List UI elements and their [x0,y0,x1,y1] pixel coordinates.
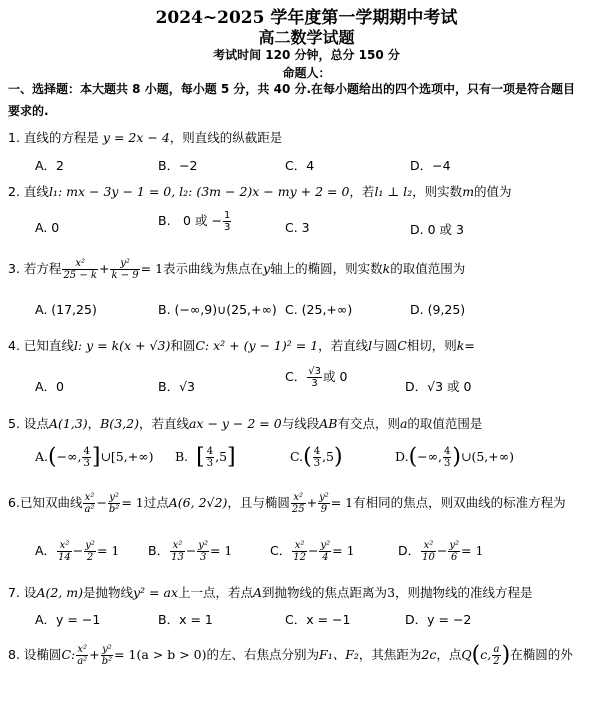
q3-post: 表示曲线为焦点在 [163,261,264,276]
q2-option-b-pre: B. 0 或 − [158,213,222,228]
q6-optb-n2: y² [198,540,208,551]
q5-optd-left: −∞, [417,449,443,464]
q5-opta-fraction [82,446,90,469]
q5-post: 与线段 [281,416,320,431]
section1-line1: 一、选择题：本大题共 8 小题，每小题 5 分，共 40 分.在每小题给出的四个选项中，只有一项是符合题目 [8,82,576,96]
q6-eq2-rest: = 1 [330,495,354,510]
q1-number: 1. [8,130,20,145]
q6-e2-num: y² [319,492,329,503]
q5-optb-lbracket: [ [196,444,205,470]
q4-l: l [368,338,373,353]
q5-optb-rbracket: ] [227,444,236,470]
q1-option-b[interactable]: B．−2 [158,158,198,173]
q8-q-num: a [493,644,500,655]
q5-post2: 有交点，则 [337,416,400,431]
q3-option-d[interactable]: D. (9,25) [410,302,466,317]
q6-option-d[interactable] [398,540,483,563]
q3-pre: 若方程 [23,261,62,276]
q5-optd-den: 3 [444,458,451,469]
q7-post: 上一点，若点 [178,585,254,600]
q6-point: A(6, 2√2) [168,495,228,510]
q6-minus: − [96,495,107,510]
q3-stem [8,258,465,281]
q2-option-c[interactable]: C. 3 [285,220,310,235]
q4-line-eq: l: y = k(x + √3) [73,338,171,353]
q5-opta-num: 4 [83,446,90,457]
q5-optc-fraction [313,446,321,469]
author-line: 命题人： [282,66,331,80]
q2-number: 2. [8,184,20,199]
q5-a: a [399,416,408,431]
q6-optc-label: C． [270,543,292,558]
q6-stem [8,492,566,515]
q8-plus: + [89,647,100,662]
q5-optc-num: 4 [313,446,321,457]
q7-option-b[interactable]: B．x = 1 [158,612,213,627]
q3-fraction-2 [110,258,139,281]
q6-optb-fraction-2 [197,540,209,563]
exam-title: 2024~2025 学年度第一学期期中考试 [155,8,458,28]
q6-optd-d2: 6 [451,552,458,563]
q8-q-den: 2 [493,656,500,667]
q8-f1-num: x² [77,644,88,655]
q5-optd-right: ∪(5,+∞) [461,449,515,464]
q6-f1-den: a² [84,504,95,515]
q6-optc-minus: − [307,543,319,558]
q6-optc-n2: y² [320,540,331,551]
q5-opta-rbracket: ] [91,444,101,470]
q8-end: 在椭圆的外 [510,647,573,662]
q1-post: ，则直线的纵截距是 [169,130,283,145]
q4-optc-num: √3 [308,366,321,377]
q6-optb-eq: = 1 [209,543,233,558]
q4-mid: 和圆 [170,338,196,353]
q7-option-d[interactable]: D．y = −2 [405,612,472,627]
q5-end: 的取值范围是 [407,416,483,431]
q4-post2: 与圆 [372,338,398,353]
q2-pre: 直线 [23,184,49,199]
q2-optb-num: 1 [223,210,231,221]
q5-pre: 设点 [23,416,49,431]
q6-f2-num: y² [109,492,119,503]
q2-equation: l₁: mx − 3y − 1 = 0, l₂: (3m − 2)x − my + 2 = 0 [48,184,350,199]
q5-optd-num: 4 [444,446,451,457]
q7-option-a[interactable]: A．y = −1 [35,612,101,627]
q6-optc-fraction-1 [292,540,307,563]
q5-point-b: B(3,2) [100,416,139,431]
q5-optc-rparen: ) [334,444,343,470]
q6-optb-d1: 13 [171,552,184,563]
q1-option-a[interactable]: A．2 [35,158,65,173]
q7-option-c[interactable]: C．x = −1 [285,612,351,627]
q3-option-b[interactable]: B. (−∞,9)∪(25,+∞) [158,302,277,317]
q6-opta-label: A． [35,543,57,558]
q2-option-d[interactable]: D. 0 或 3 [410,222,464,237]
q2-var: m [462,184,475,199]
q3-post2: 轴上的椭圆，则实数 [270,261,383,276]
q8-post: ，其焦距为 [358,647,422,662]
q7-number: 7. [8,585,20,600]
q3-option-a[interactable]: A. (17,25) [35,302,97,317]
q7-pre: 设 [23,585,37,600]
q5-optd-rparen: ) [452,444,461,470]
q5-ab: AB [319,416,338,431]
q8-focal: 2c [421,647,437,662]
q8-number: 8. [8,647,20,662]
q6-optd-eq: = 1 [461,543,484,558]
q8-lparen: ( [471,642,481,668]
q6-fraction-2 [108,492,120,515]
q4-pre: 已知直线 [23,338,74,353]
q5-optb-fraction [206,446,214,469]
q4-end: = [464,338,475,353]
q6-optd-n2: y² [449,540,460,551]
q8-f2-num: y² [102,644,112,655]
q6-e1-num: x² [291,492,306,504]
q7-stem [8,583,533,601]
q3-f2-den: k − 9 [111,270,139,281]
q1-option-c[interactable]: C．4 [285,158,315,173]
q8-pre: 设椭圆 [23,647,62,662]
q8-q: Q [461,647,472,662]
q5-line-eq: ax − y − 2 = 0 [188,416,282,431]
q5-optd-lparen: ( [408,444,418,470]
q5-opta-lparen: ( [48,444,57,470]
q3-option-c[interactable]: C. (25,+∞) [285,302,353,317]
exam-info: 考试时间 120 分钟，总分 150 分 [213,48,400,62]
q5-mid: ，若直线 [138,416,189,431]
q8-rparen: ) [501,642,511,668]
q4-option-a[interactable]: A．0 [35,379,65,394]
q2-condition: l₁ ⊥ l₂ [374,184,413,199]
q2-end: 的值为 [474,184,512,199]
q3-axis: y [263,261,271,276]
q5-opta-right: ∪[5,+∞) [100,449,154,464]
q6-optb-fraction-1 [170,540,185,563]
q6-opta-eq: = 1 [96,543,120,558]
q6-optd-d1: 10 [422,552,435,563]
q1-equation: y = 2x − 4 [102,130,170,145]
q2-option-b-fraction [223,210,231,233]
q5-option-c[interactable] [290,446,343,469]
q2-option-a[interactable]: A. 0 [35,220,60,235]
q6-opta-n1: x² [57,540,72,552]
q8-q-c: c, [480,647,492,662]
q2-optb-den: 3 [223,222,231,233]
q3-f1-num: x² [62,258,98,270]
q6-option-a[interactable] [35,540,119,563]
q5-point-a: A(1,3) [48,416,88,431]
q5-optc-label: C. [290,449,304,464]
q3-number: 3. [8,261,20,276]
q4-option-d[interactable]: D．√3 或 0 [405,379,472,394]
q6-pre: 已知双曲线 [19,495,83,510]
q6-opta-d1: 14 [58,552,71,563]
q6-optd-minus: − [436,543,448,558]
q5-stem [8,414,482,432]
q2-mid: ，若 [349,184,375,199]
q6-optd-label: D． [398,543,421,558]
q5-optc-right: ,5 [322,449,334,464]
q7-dist: 3 [387,585,396,600]
q4-optc-post: 或 0 [322,369,348,384]
q7-post2: 到抛物线的焦点距离为 [262,585,388,600]
q7-point: A(2, m) [36,585,83,600]
q4-post3: 相切，则 [406,338,457,353]
q6-optc-d2: 4 [322,552,329,563]
q6-optd-n1: x² [421,540,436,552]
q1-pre: 直线的方程是 [23,130,99,145]
q6-opta-d2: 2 [86,552,94,563]
q5-optb-num: 4 [206,446,214,457]
q5-optc-den: 3 [313,458,321,469]
q8-fraction-2 [101,644,113,667]
q6-f2-den: b² [108,504,120,515]
q5-optb-right: ,5 [215,449,228,464]
q3-fraction-1 [62,258,98,281]
q6-f1-num: x² [84,492,95,503]
q8-f1-den: a² [77,656,88,667]
q6-fraction-1 [83,492,95,515]
q8-f2-den: b² [101,656,113,667]
q8-c: C: [61,647,76,662]
q4-post: ，若直线 [318,338,369,353]
q6-optc-fraction-2 [319,540,331,563]
q3-f2-num: y² [110,258,139,270]
q5-optb-label: B. [175,449,189,464]
q6-opta-n2: y² [85,540,95,551]
q7-end: ，则抛物线的准线方程是 [395,585,533,600]
q8-post2: ，点 [436,647,462,662]
q5-number: 5. [8,416,20,431]
q4-optc-pre: C． [285,369,307,384]
q6-optb-n1: x² [170,540,185,552]
q5-option-d[interactable] [395,446,514,469]
q4-c: C [397,338,407,353]
q3-f1-den: 25 − k [63,270,97,281]
q5-opta-label: A. [35,449,49,464]
q3-plus: + [98,261,110,276]
q7-mid: 是抛物线 [82,585,133,600]
q6-optb-label: B． [148,543,170,558]
q5-opta-den: 3 [83,458,90,469]
q6-optc-n1: x² [292,540,307,552]
q6-post: ，且与椭圆 [227,495,290,510]
q5-optd-fraction [443,446,451,469]
q6-option-b[interactable] [148,540,232,563]
q6-optd-fraction-1 [421,540,436,563]
q6-eq-rest: = 1 [121,495,144,510]
q2-option-b[interactable] [158,210,232,233]
q1-stem [8,128,282,146]
q8-mid: 的左、右焦点分别为 [206,647,320,662]
q5-comma: ， [87,416,101,431]
q6-ellipse-fraction-2 [318,492,330,515]
q6-optc-d1: 12 [293,552,306,563]
q6-opta-fraction-2 [84,540,96,563]
q5-option-b[interactable] [175,446,236,469]
q6-ellipse-fraction-1 [291,492,306,515]
q7-a: A [253,585,263,600]
q8-eq-rest: = 1(a > b > 0) [114,647,207,662]
q4-number: 4. [8,338,20,353]
q6-number: 6. [8,495,20,510]
q4-optc-fraction [307,366,322,389]
q6-opta-minus: − [72,543,84,558]
q2-post: ，则实数 [412,184,463,199]
q2-stem [8,182,512,200]
q5-option-a[interactable] [35,446,154,469]
q6-optb-minus: − [185,543,197,558]
q3-eq-rest: = 1 [140,261,164,276]
q6-optb-d2: 3 [199,552,207,563]
q1-option-d[interactable]: D．−4 [410,158,451,173]
q6-option-c[interactable] [270,540,355,563]
q4-option-c[interactable] [285,366,347,389]
q8-q-fraction [492,644,500,667]
q5-opta-left: −∞, [56,449,82,464]
q5-optd-label: D. [395,449,409,464]
q5-optc-lparen: ( [303,444,312,470]
q4-k: k [456,338,465,353]
q6-end: 有相同的焦点，则双曲线的标准方程为 [353,495,566,510]
q6-e2-den: 9 [320,504,328,515]
q7-curve: y² = ax [133,585,178,600]
q3-end: 的取值范围为 [390,261,466,276]
q4-optc-den: 3 [311,378,318,389]
q6-e1-den: 25 [291,504,305,515]
q6-optc-eq: = 1 [332,543,355,558]
q6-plus: + [306,495,318,510]
q6-opta-fraction-1 [57,540,72,563]
q8-fraction-1 [76,644,88,667]
q6-optd-fraction-2 [448,540,460,563]
q8-stem [8,644,573,667]
exam-subtitle: 高二数学试题 [258,28,355,47]
q4-option-b[interactable]: B．√3 [158,379,195,394]
section1-line2: 要求的. [8,104,49,118]
q4-circle-eq: C: x² + (y − 1)² = 1 [195,338,319,353]
q8-foci: F₁、F₂ [319,647,359,662]
q3-var: k [382,261,391,276]
q4-stem [8,336,475,354]
q5-optb-den: 3 [206,458,214,469]
q6-mid: 过点 [143,495,169,510]
